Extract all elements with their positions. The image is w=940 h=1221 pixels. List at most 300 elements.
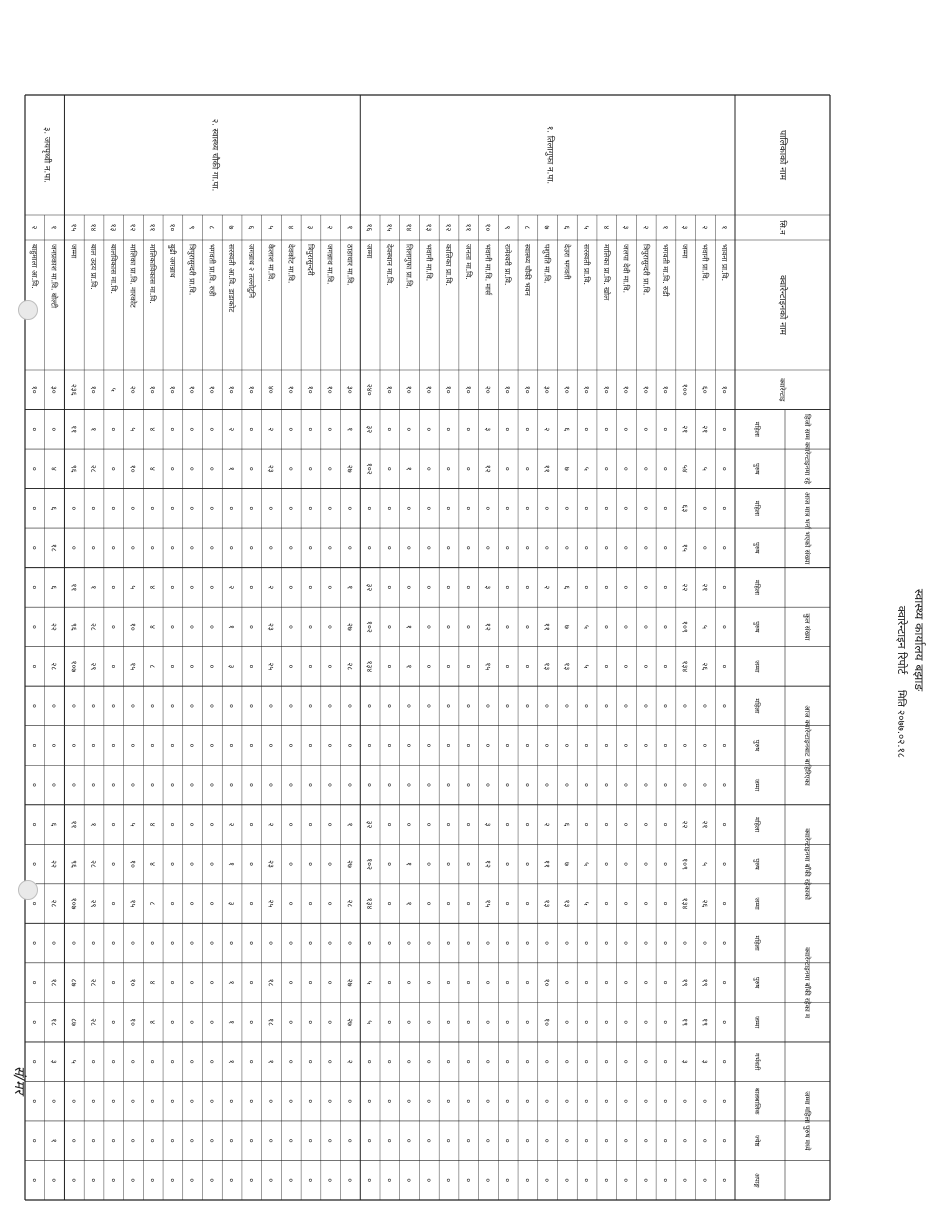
header-group4: आज क्वारेन्टाइनबाट बाहिरिएका	[803, 705, 811, 786]
cell-value: ०	[227, 703, 237, 708]
cell-sn: १४	[404, 223, 414, 232]
cell-sn: १३	[424, 223, 434, 232]
cell-name: मालिका प्रा.वि. खोल	[601, 244, 611, 301]
cell-value: २८	[89, 978, 99, 987]
cell-value: ०	[187, 585, 197, 590]
cell-value: ०	[700, 941, 710, 946]
cell-value: ११	[69, 820, 79, 829]
cell-value: १०२	[365, 462, 375, 475]
cell-value: ०	[167, 427, 177, 432]
cell-value: ०	[660, 427, 670, 432]
cell-value: ०	[108, 941, 118, 946]
cell-value: ०	[720, 1138, 730, 1143]
cell-value: ५	[108, 387, 118, 392]
cell-value: ०	[325, 783, 335, 787]
header-group1: हिजो सम्म क्वारेन्टाइनमा रहे	[803, 414, 811, 485]
cell-value: १८	[49, 978, 59, 987]
binder-hole-bottom	[18, 880, 38, 900]
cell-value: ७	[562, 862, 572, 867]
cell-value: १०	[29, 385, 39, 394]
cell-value: १३४	[680, 660, 690, 673]
cell-value: ०	[167, 822, 177, 827]
cell-value: २	[266, 427, 276, 432]
cell-value: ०	[246, 545, 256, 550]
cell-name: बाहुमाला आ.वि.	[29, 244, 39, 289]
cell-value: ०	[542, 1138, 552, 1143]
cell-value: ०	[700, 1099, 710, 1104]
cell-value: ०	[542, 1178, 552, 1183]
cell-value: ०	[286, 585, 296, 590]
cell-value: ४	[49, 466, 59, 471]
cell-value: १८	[266, 1018, 276, 1027]
cell-value: ०	[305, 703, 315, 708]
cell-value: ०	[207, 862, 217, 867]
cell-value: ०	[621, 664, 631, 669]
cell-value: ०	[365, 1059, 375, 1064]
cell-value: ०	[187, 466, 197, 471]
cell-value: ०	[207, 664, 217, 669]
cell-value: ०	[483, 703, 493, 708]
cell-value: ११	[542, 860, 552, 868]
cell-value: ०	[187, 783, 197, 787]
cell-value: ०	[444, 1099, 454, 1104]
cell-name: देवस्थान मा.वि.	[384, 244, 394, 286]
header-sn: सि.न	[778, 220, 787, 235]
cell-value: ०	[325, 427, 335, 432]
cell-value: ०	[69, 1138, 79, 1143]
header-sub-4: महिला	[753, 579, 761, 595]
cell-value: ०	[444, 822, 454, 827]
cell-value: २१	[680, 425, 690, 434]
header-group5: क्वारेन्टाइनमा बाँकी रहेकाको	[803, 828, 811, 900]
cell-value: ०	[266, 783, 276, 787]
cell-value: ०	[463, 783, 473, 787]
cell-value: ०	[207, 703, 217, 708]
cell-value: २८	[345, 662, 355, 671]
cell-name: जनता मा.वि.	[463, 244, 473, 280]
cell-value: ०	[89, 1099, 99, 1104]
cell-value: ०	[641, 545, 651, 550]
cell-sn: ४	[286, 225, 296, 230]
cell-sn: २	[700, 225, 710, 230]
cell-value: ०	[404, 783, 414, 787]
cell-value: १३	[562, 899, 572, 908]
cell-value: ०	[325, 1099, 335, 1104]
cell-value: ०	[720, 506, 730, 511]
cell-value: ०	[660, 862, 670, 867]
cell-value: ०	[483, 941, 493, 946]
cell-name: भवानी मा.वि.	[424, 244, 434, 282]
cell-value: १०	[444, 385, 454, 394]
cell-value: ०	[503, 783, 513, 787]
cell-value: ०	[444, 980, 454, 985]
cell-value: १०२	[365, 621, 375, 633]
cell-value: ०	[108, 1099, 118, 1104]
cell-value: ४	[148, 822, 158, 827]
cell-sn: ३	[305, 225, 315, 230]
cell-value: ०	[305, 664, 315, 669]
cell-value: ०	[522, 624, 532, 629]
cell-value: ०	[325, 941, 335, 946]
cell-value: ०	[128, 703, 138, 708]
cell-value: ०	[29, 664, 39, 669]
cell-value: ०	[187, 506, 197, 511]
cell-value: ०	[266, 545, 276, 550]
cell-value: २८	[345, 899, 355, 908]
cell-value: ०	[29, 1020, 39, 1025]
cell-value: ०	[325, 545, 335, 550]
cell-value: ०	[542, 703, 552, 708]
cell-value: १०	[128, 860, 138, 868]
cell-value: ०	[246, 585, 256, 590]
cell-value: ०	[601, 466, 611, 471]
cell-value: ०	[305, 783, 315, 787]
cell-value: ०	[522, 1020, 532, 1025]
cell-name: रामेश्वरी प्रा.वि.	[503, 244, 513, 286]
cell-value: ०	[69, 1099, 79, 1104]
cell-value: ०	[522, 664, 532, 669]
cell-value: २२	[680, 820, 690, 829]
cell-value: ०	[246, 862, 256, 867]
cell-value: ०	[601, 545, 611, 550]
cell-value: ०	[69, 783, 79, 787]
cell-value: ०	[621, 427, 631, 432]
cell-value: १	[266, 1059, 276, 1064]
cell-value: ०	[601, 664, 611, 669]
cell-value: ५	[582, 664, 592, 669]
cell-value: ०	[522, 783, 532, 787]
cell-value: ०	[187, 1138, 197, 1143]
cell-value: ०	[424, 901, 434, 906]
cell-name: भावना प्रा.वि.	[720, 244, 730, 281]
cell-value: ०	[246, 941, 256, 946]
cell-value: ०	[286, 941, 296, 946]
cell-value: ०	[246, 822, 256, 827]
cell-value: ४	[148, 427, 158, 432]
cell-sn: १	[660, 225, 670, 230]
cell-value: ०	[207, 585, 217, 590]
cell-value: ०	[720, 1099, 730, 1104]
cell-value: ०	[187, 822, 197, 827]
cell-value: ०	[148, 506, 158, 511]
cell-value: ०	[641, 1020, 651, 1025]
cell-value: १०	[503, 385, 513, 394]
header-sub-3: पुरुष	[753, 542, 761, 554]
cell-value: ११	[542, 622, 552, 631]
cell-value: ०	[542, 545, 552, 550]
cell-value: ०	[503, 427, 513, 432]
cell-value: ०	[286, 1020, 296, 1025]
cell-value: ५	[582, 466, 592, 471]
cell-value: ६	[562, 427, 572, 432]
cell-value: ०	[503, 664, 513, 669]
cell-value: २८	[89, 1018, 99, 1027]
cell-value: ०	[286, 1099, 296, 1104]
cell-value: ०	[207, 743, 217, 748]
cell-value: ०	[108, 466, 118, 471]
cell-value: ०	[384, 1099, 394, 1104]
cell-value: ०	[345, 783, 355, 787]
cell-value: ०	[424, 941, 434, 946]
cell-name: मालिका प्रा.वि. नारकोट	[128, 244, 138, 308]
cell-value: ०	[246, 1059, 256, 1064]
cell-value: ०	[305, 545, 315, 550]
cell-value: ०	[424, 703, 434, 708]
cell-value: ०	[69, 1178, 79, 1183]
cell-value: १०	[325, 385, 335, 394]
cell-value: २	[266, 822, 276, 827]
header-sub-19: अपाङ्ग	[753, 1173, 761, 1188]
cell-value: ०	[660, 1178, 670, 1183]
cell-value: ०	[325, 1178, 335, 1183]
cell-value: ०	[444, 585, 454, 590]
cell-value: ०	[89, 941, 99, 946]
cell-value: १०	[463, 385, 473, 394]
cell-value: २	[345, 1059, 355, 1064]
cell-value: १	[345, 585, 355, 590]
cell-value: ०	[227, 783, 237, 787]
cell-value: ०	[641, 1138, 651, 1143]
cell-value: २६	[700, 899, 710, 908]
cell-value: ०	[463, 822, 473, 827]
cell-value: ०	[463, 545, 473, 550]
cell-value: ०	[404, 1099, 414, 1104]
cell-value: ०	[621, 506, 631, 511]
cell-value: ५	[700, 862, 710, 867]
cell-value: ०	[365, 1178, 375, 1183]
cell-value: ०	[266, 1138, 276, 1143]
cell-sn: १२	[128, 223, 138, 232]
cell-value: ०	[641, 664, 651, 669]
cell-value: ०	[621, 901, 631, 906]
cell-value: ०	[621, 1099, 631, 1104]
cell-name: पशुपति मा.वि.	[542, 244, 552, 284]
cell-value: ०	[424, 980, 434, 985]
cell-value: ०	[660, 980, 670, 985]
cell-name: त्रिपुरासुन्दरी प्रा.वि.	[187, 244, 197, 296]
cell-sn: १४	[89, 223, 99, 232]
cell-value: १	[345, 427, 355, 432]
cell-value: ०	[503, 703, 513, 708]
cell-value: ०	[305, 901, 315, 906]
cell-value: ०	[246, 901, 256, 906]
cell-value: ०	[49, 703, 59, 708]
cell-value: ०	[621, 1178, 631, 1183]
cell-name: देवकोट मा.वि.	[286, 244, 296, 284]
cell-value: ६	[49, 822, 59, 827]
cell-value: ०	[227, 506, 237, 511]
cell-value: ०	[187, 980, 197, 985]
cell-value: ०	[207, 941, 217, 946]
cell-value: ०	[207, 506, 217, 511]
cell-value: ०	[660, 585, 670, 590]
cell-value: ४	[148, 1020, 158, 1025]
cell-value: ०	[601, 1178, 611, 1183]
cell-value: १०	[207, 385, 217, 394]
cell-name: भवानी प्रा.वि.	[700, 244, 710, 281]
cell-value: ०	[108, 585, 118, 590]
cell-value: ०	[641, 427, 651, 432]
cell-value: ५	[700, 624, 710, 629]
cell-value: ०	[503, 466, 513, 471]
cell-value: ०	[463, 743, 473, 748]
cell-value: ०	[660, 783, 670, 787]
cell-value: १०	[128, 978, 138, 987]
cell-value: ०	[641, 783, 651, 787]
cell-value: ०	[187, 624, 197, 629]
cell-value: ०	[384, 585, 394, 590]
cell-value: २३	[266, 622, 276, 631]
cell-value: ०	[444, 941, 454, 946]
cell-value: ०	[463, 1020, 473, 1025]
cell-value: ०	[601, 1020, 611, 1025]
cell-value: ०	[187, 664, 197, 669]
cell-value: ०	[700, 743, 710, 748]
cell-value: ०	[108, 703, 118, 708]
cell-value: ०	[305, 862, 315, 867]
cell-value: ०	[542, 1059, 552, 1064]
cell-value: ०	[207, 901, 217, 906]
cell-value: ०	[286, 545, 296, 550]
cell-value: ०	[621, 862, 631, 867]
cell-value: ८७	[69, 1018, 79, 1027]
cell-value: ०	[720, 585, 730, 590]
cell-value: ०	[29, 1178, 39, 1183]
cell-value: ५४	[680, 464, 690, 473]
cell-value: ०	[720, 1059, 730, 1064]
cell-value: ०	[641, 703, 651, 708]
cell-value: ०	[108, 1059, 118, 1064]
cell-value: ०	[720, 545, 730, 550]
cell-value: २०	[483, 385, 493, 394]
cell-value: ०	[207, 466, 217, 471]
cell-value: १३	[562, 662, 572, 671]
cell-value: ९६	[69, 622, 79, 631]
cell-value: ०	[246, 466, 256, 471]
cell-value: ०	[503, 506, 513, 511]
cell-value: ०	[444, 1178, 454, 1183]
cell-value: ०	[108, 783, 118, 787]
cell-value: ४	[148, 980, 158, 985]
cell-value: ०	[601, 703, 611, 708]
cell-name: मालिकाविकास मा.वि.	[148, 244, 158, 304]
cell-value: ०	[444, 427, 454, 432]
cell-value: ०	[167, 1020, 177, 1025]
cell-value: ०	[444, 743, 454, 748]
palika-name: २. स्वास्थ्य चौकी गा.पा.	[209, 118, 220, 192]
cell-value: १०	[641, 385, 651, 394]
cell-value: ०	[503, 1020, 513, 1025]
header-sub-5: पुरुष	[753, 621, 761, 633]
header-sub-12: जम्मा	[753, 897, 761, 910]
cell-value: ०	[562, 545, 572, 550]
cell-value: ०	[660, 466, 670, 471]
cell-sn: १	[720, 225, 730, 230]
cell-value: ३	[680, 1059, 690, 1064]
cell-value: ०	[680, 1178, 690, 1183]
cell-name: कैलाश मा.वि.	[266, 244, 276, 282]
cell-value: ०	[483, 1178, 493, 1183]
cell-value: ०	[266, 506, 276, 511]
cell-value: ०	[384, 506, 394, 511]
cell-value: ०	[483, 783, 493, 787]
cell-value: ०	[503, 941, 513, 946]
cell-value: ०	[582, 1138, 592, 1143]
cell-value: १८	[266, 978, 276, 987]
cell-value: १	[404, 466, 414, 471]
cell-value: २	[266, 585, 276, 590]
cell-value: ०	[365, 703, 375, 708]
cell-value: २७	[345, 860, 355, 868]
cell-sn: १०	[167, 223, 177, 232]
cell-value: ०	[680, 1099, 690, 1104]
cell-value: १०	[424, 385, 434, 394]
cell-value: ०	[187, 743, 197, 748]
cell-value: ०	[404, 822, 414, 827]
cell-value: ०	[444, 545, 454, 550]
cell-value: ०	[69, 941, 79, 946]
cell-name: भगवती प्रा.वि. रुडी	[207, 244, 217, 297]
cell-value: ०	[167, 1178, 177, 1183]
cell-value: ०	[483, 1059, 493, 1064]
cell-value: १०	[167, 385, 177, 394]
cell-value: ०	[641, 1178, 651, 1183]
cell-value: ०	[305, 1020, 315, 1025]
cell-value: ०	[562, 1099, 572, 1104]
cell-value: ०	[582, 743, 592, 748]
cell-value: ०	[503, 980, 513, 985]
cell-value: ०	[641, 822, 651, 827]
cell-value: ०	[720, 941, 730, 946]
cell-value: ०	[108, 624, 118, 629]
cell-value: ०	[444, 703, 454, 708]
cell-value: ०	[660, 1059, 670, 1064]
cell-value: ०	[305, 1059, 315, 1064]
cell-value: ०	[404, 506, 414, 511]
cell-value: ९६	[69, 464, 79, 473]
cell-value: ०	[246, 1099, 256, 1104]
cell-value: ०	[266, 1178, 276, 1183]
cell-name: कालिका प्रा.वि.	[444, 244, 454, 286]
cell-value: ६०	[700, 385, 710, 394]
cell-value: ०	[424, 664, 434, 669]
cell-value: ०	[562, 1020, 572, 1025]
cell-value: २९	[89, 662, 99, 671]
cell-value: ०	[404, 743, 414, 748]
cell-value: ०	[167, 545, 177, 550]
cell-sn: ७	[542, 225, 552, 230]
cell-value: ०	[29, 941, 39, 946]
cell-value: ०	[167, 862, 177, 867]
cell-value: ३	[700, 1059, 710, 1064]
cell-value: ०	[286, 862, 296, 867]
cell-value: ०	[424, 506, 434, 511]
cell-value: ०	[167, 1099, 177, 1104]
cell-value: ०	[384, 664, 394, 669]
cell-value: ०	[522, 545, 532, 550]
cell-value: ०	[128, 941, 138, 946]
header-sub-8: पुरुष	[753, 739, 761, 752]
cell-value: ०	[227, 1099, 237, 1104]
cell-value: ०	[582, 1020, 592, 1025]
cell-value: ०	[720, 743, 730, 748]
signature-mark: सं/मर	[11, 1065, 27, 1095]
cell-value: ०	[444, 901, 454, 906]
cell-value: ०	[246, 1178, 256, 1183]
cell-value: ०	[305, 941, 315, 946]
cell-value: ०	[246, 783, 256, 787]
cell-value: ०	[680, 743, 690, 748]
